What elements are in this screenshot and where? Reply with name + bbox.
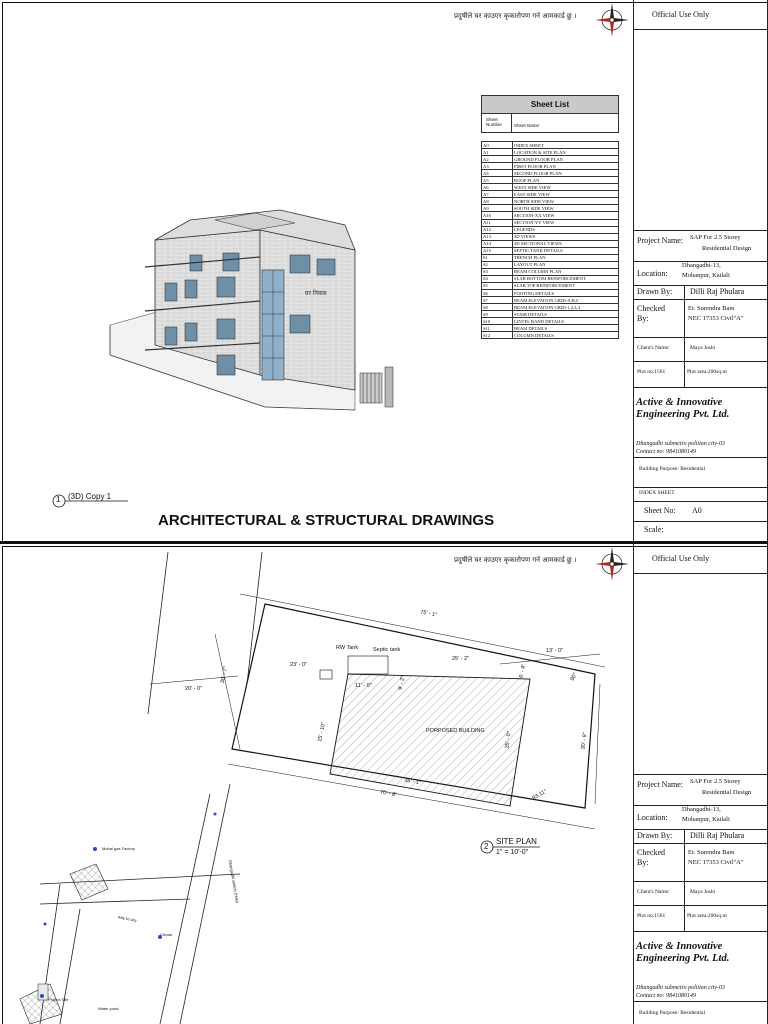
title-block-2 xyxy=(633,544,768,1024)
sheet-number-cell: S1 xyxy=(482,254,513,261)
sheet-list-row xyxy=(482,198,619,205)
plot-no: Plot no:1561 xyxy=(637,369,666,375)
dim-35-1: 35' - 1" xyxy=(403,777,422,787)
sheet-list-header xyxy=(481,114,619,133)
location-label: Location: xyxy=(637,269,668,278)
sheet-list-row xyxy=(482,275,619,282)
sheet-name-cell: INDEX SHEET xyxy=(513,142,619,149)
sheet-list-row xyxy=(482,191,619,198)
sheet-list-row xyxy=(482,268,619,275)
sheet-name-cell: SLAB TOP REINFORCEMENT xyxy=(513,282,619,289)
sheet-list-row xyxy=(482,233,619,240)
sheet-number-cell: S9 xyxy=(482,311,513,318)
sheet-number-cell: S10 xyxy=(482,318,513,325)
sheet-number-cell: A0 xyxy=(482,142,513,149)
sheet-list-row xyxy=(482,219,619,226)
nepali-stamp-text: प्रदुषीले घर काउएर कृकारोपण गर्न आमकार्ड छु । xyxy=(454,12,577,20)
site-plan-drawing xyxy=(0,544,632,1024)
sheet-number-cell: A9 xyxy=(482,205,513,212)
sheet-number-cell: S3 xyxy=(482,268,513,275)
sheet-number-cell: A6 xyxy=(482,184,513,191)
sheet-list-row xyxy=(482,156,619,163)
project-value-1: SAP For 2.5 Storey xyxy=(690,234,741,241)
client-value: Maya Joshi xyxy=(690,889,716,895)
sheet-list-row xyxy=(482,163,619,170)
sheet-list-row xyxy=(482,318,619,325)
rw-tank-label: RW Tank xyxy=(336,645,359,651)
sheet-list-row xyxy=(482,240,619,247)
sheet-name-header: Sheet Name xyxy=(514,123,540,128)
sheet-name-cell: EAST SIDE VIEW xyxy=(513,191,619,198)
map-label-project-site: Project Site xyxy=(48,997,69,1002)
sheet-name-cell: SECOND FLOOR PLAN xyxy=(513,170,619,177)
dim-6-4: 6' - 4" xyxy=(518,663,528,679)
sheet-list-row xyxy=(482,170,619,177)
dim-70-8: 70' - 8" xyxy=(379,789,398,799)
sheet-name-cell: FIRST FLOOR PLAN xyxy=(513,163,619,170)
sheet-list-row xyxy=(482,247,619,254)
drawn-by-value: Dilli Raj Phulara xyxy=(690,287,745,296)
sheet-number-cell: S4 xyxy=(482,275,513,282)
sheet-name-cell: SECTION-XX VIEW xyxy=(513,212,619,219)
sheet-number-cell: S5 xyxy=(482,282,513,289)
project-label: Project Name: xyxy=(637,236,683,245)
sheet-name-cell: SOUTH SIDE VIEW xyxy=(513,205,619,212)
sheet-name-cell: BEAM ELEVATION GRID-A,B,C xyxy=(513,297,619,304)
site-plan-sheet xyxy=(0,544,768,1024)
checked-value-1: Er. Surendra Bam xyxy=(688,305,735,312)
sheet-number-cell: S7 xyxy=(482,297,513,304)
company-name-2: Engineering Pvt. Ltd. xyxy=(636,953,730,964)
location-value-2: Mohanpur, Kailali xyxy=(682,816,730,823)
sheet-number-cell: A7 xyxy=(482,191,513,198)
checked-label-2: By: xyxy=(637,314,649,323)
sheet-number-cell: A8 xyxy=(482,198,513,205)
nepali-stamp-text: प्रदुषीले घर काउएर कृकारोपण गर्न आमकार्ड छु । xyxy=(454,556,577,564)
sheet-number-cell: S2 xyxy=(482,261,513,268)
sheet-list-row xyxy=(482,205,619,212)
sheet-list-row xyxy=(482,142,619,149)
sheet-number-cell: A4 xyxy=(482,170,513,177)
checked-value-2: NEC 17353 Civil"A" xyxy=(688,315,744,322)
sheet-name-cell: SECTION-YY VIEW xyxy=(513,219,619,226)
sheet-no-label: Sheet No: xyxy=(644,506,676,515)
location-value-2: Mohanpur, Kailali xyxy=(682,272,730,279)
sheet-number-cell: A14 xyxy=(482,240,513,247)
sheet-list-row xyxy=(482,254,619,261)
plot-area: Plot area:200sq.m xyxy=(687,913,727,919)
building-label: PORPOSED BUILDING xyxy=(426,728,485,734)
sheet-number-cell: A2 xyxy=(482,156,513,163)
company-name-2: Engineering Pvt. Ltd. xyxy=(636,409,730,420)
company-address: Dhangadhi submetro politian city-03 xyxy=(636,985,725,991)
map-label-gas-factory: Mohal gas Factory xyxy=(102,846,135,851)
location-value-1: Dhangadhi-13, xyxy=(682,806,721,813)
sheet-number-cell: A12 xyxy=(482,226,513,233)
sheet-list-row xyxy=(482,212,619,219)
building-nameplate: घर निवास xyxy=(305,290,327,297)
company-name-1: Active & Innovative xyxy=(636,941,723,952)
project-value-2: Residential Design xyxy=(702,789,752,796)
sheet-number-cell: S8 xyxy=(482,304,513,311)
sheet-number-cell: A3 xyxy=(482,163,513,170)
dim-30-7: 30' - 7" xyxy=(219,666,230,684)
location-value-1: Dhangadhi-13, xyxy=(682,262,721,269)
dim-75-1: 75' - 1" xyxy=(419,609,438,619)
company-contact: Contact no: 9841080149 xyxy=(636,449,696,455)
scale-label: Scale: xyxy=(644,525,664,534)
sheet-number-cell: A1 xyxy=(482,149,513,156)
sheet-number-cell: A10 xyxy=(482,212,513,219)
sheet-name-cell: BEAM ELEVATION GRID-1,2,3,4 xyxy=(513,304,619,311)
sheet-list-row xyxy=(482,289,619,296)
project-label: Project Name: xyxy=(637,780,683,789)
sheet-title: INDEX SHEET xyxy=(639,490,675,496)
official-space xyxy=(634,29,767,231)
map-label-water-pond: Water pond xyxy=(98,1006,119,1011)
dim-11-0: 11' - 0" xyxy=(355,683,372,689)
checked-value-2: NEC 17353 Civil"A" xyxy=(688,859,744,866)
company-name-1: Active & Innovative xyxy=(636,397,723,408)
sheet-name-cell: ROOF PLAN xyxy=(513,177,619,184)
company-contact: Contact no: 9841080149 xyxy=(636,993,696,999)
official-use-label: Official Use Only xyxy=(652,554,710,563)
sheet-name-cell: LEGENDS xyxy=(513,226,619,233)
septic-tank-shape xyxy=(348,656,388,674)
map-label-chowk: Chowk xyxy=(160,932,173,937)
sheet-list-row xyxy=(482,304,619,311)
sheet-number-cell: A11 xyxy=(482,219,513,226)
sheet-name-cell: BEAM DETAILS xyxy=(513,325,619,332)
building-purpose: Building Purpose: Residential xyxy=(639,1010,705,1016)
plot-area: Plot area:200sq.m xyxy=(687,369,727,375)
sheet-name-cell: COLUMN DETAILS xyxy=(513,332,619,339)
sheet-name-cell: 3D SECTIONAL VIEWS xyxy=(513,240,619,247)
sheet-number-cell: A15 xyxy=(482,247,513,254)
angle-90: 90° xyxy=(569,671,579,683)
client-label: Client's Name: xyxy=(637,345,670,351)
sheet-name-cell: NORTH SIDE VIEW xyxy=(513,198,619,205)
site-plan-title: SITE PLAN xyxy=(496,837,537,846)
dim-13-0: 13' - 0" xyxy=(546,648,564,654)
sheet-no-value: A0 xyxy=(692,506,702,515)
sheet-name-cell: 3D VIEWS xyxy=(513,233,619,240)
sheet-name-cell: LAYOUT PLAN xyxy=(513,261,619,268)
checked-value-1: Er. Surendra Bam xyxy=(688,849,735,856)
sheet-name-cell: LOCATION & SITE PLAN xyxy=(513,149,619,156)
sheet-name-cell: SEPTIC TANK DETAILS xyxy=(513,247,619,254)
view-number-1-text: 1 xyxy=(56,495,61,504)
sheet-name-cell: STAIR DETAILS xyxy=(513,311,619,318)
building-purpose: Building Purpose: Residential xyxy=(639,466,705,472)
map-label-highway: Dhangadhi station (Hwy) xyxy=(227,859,241,904)
dim-35-0-right: 35' - 0" xyxy=(504,731,513,749)
sheet-name-cell: FOOTING DETAILS xyxy=(513,289,619,296)
plot-no: Plot no:1561 xyxy=(637,913,666,919)
dim-30-9: 30' - 9" xyxy=(580,732,589,750)
client-label: Client's Name: xyxy=(637,889,670,895)
sheet-number-cell: S11 xyxy=(482,325,513,332)
rw-tank-shape xyxy=(320,670,332,679)
drawn-by-label: Drawn By: xyxy=(637,287,673,296)
sheet-list-row xyxy=(482,149,619,156)
client-value: Maya Joshi xyxy=(690,345,716,351)
checked-label-1: Checked xyxy=(637,848,665,857)
sheet-list-row xyxy=(482,226,619,233)
dim-25-2: 25' - 2" xyxy=(452,656,470,662)
sheet-list-row xyxy=(482,177,619,184)
sheet-list-row xyxy=(482,311,619,318)
sheet-list-title: Sheet List xyxy=(481,95,619,114)
sheet-number-cell: A13 xyxy=(482,233,513,240)
sheet-number-header: Sheet Number xyxy=(486,117,503,127)
map-label-way-to-city: way to city xyxy=(117,914,137,923)
sheet-list-row xyxy=(482,325,619,332)
sheet-number-cell: S12 xyxy=(482,332,513,339)
site-plan-scale: 1" = 10'-0" xyxy=(496,849,529,856)
project-value-1: SAP For 2.5 Storey xyxy=(690,778,741,785)
title-block-1 xyxy=(633,0,768,542)
sheet-name-cell: GROUND FLOOR PLAN xyxy=(513,156,619,163)
sheet-number-cell: S6 xyxy=(482,289,513,296)
view-number-2: 2 xyxy=(484,842,489,851)
dim-20-0: 20' - 0" xyxy=(185,686,203,692)
view-label-3d: (3D) Copy 1 xyxy=(68,492,112,501)
official-space xyxy=(634,573,767,775)
north-arrow-icon xyxy=(594,2,630,38)
sheet-name-cell: LINTEL BAND DETAILS xyxy=(513,318,619,325)
official-use-cell xyxy=(634,0,767,30)
sheet-name-cell: TRENCH PLAN xyxy=(513,254,619,261)
drawn-by-value: Dilli Raj Phulara xyxy=(690,831,745,840)
angle-93-11: 93.11° xyxy=(531,788,549,802)
dim-9-2: 9' - 2" xyxy=(397,675,407,691)
sheet-list-row xyxy=(482,261,619,268)
sheet-number-cell: A5 xyxy=(482,177,513,184)
company-address: Dhangadhi submetro politian city-03 xyxy=(636,441,725,447)
location-label: Location: xyxy=(637,813,668,822)
project-value-2: Residential Design xyxy=(702,245,752,252)
dim-15-10: 15' - 10" xyxy=(317,721,328,743)
sheet-name-cell: SLAB BOTTOM REINFORCEMENT xyxy=(513,275,619,282)
drawn-by-label: Drawn By: xyxy=(637,831,673,840)
main-title: ARCHITECTURAL & STRUCTURAL DRAWINGS xyxy=(158,512,495,529)
sheet-list-row xyxy=(482,297,619,304)
dim-23-0: 23' - 0" xyxy=(290,662,308,668)
sheet-list xyxy=(481,95,619,339)
sheet-list-row xyxy=(482,184,619,191)
building-3d-view xyxy=(105,195,425,425)
official-use-label: Official Use Only xyxy=(652,10,710,19)
checked-label-2: By: xyxy=(637,858,649,867)
sheet-list-row xyxy=(482,282,619,289)
sheet-list-row xyxy=(482,332,619,339)
checked-label-1: Checked xyxy=(637,304,665,313)
sheet-list-table xyxy=(481,141,619,339)
sheet-name-cell: BEAM COLUMN PLAN xyxy=(513,268,619,275)
septic-tank-label: Septic tank xyxy=(373,647,401,653)
sheet-name-cell: WEST SIDE VIEW xyxy=(513,184,619,191)
